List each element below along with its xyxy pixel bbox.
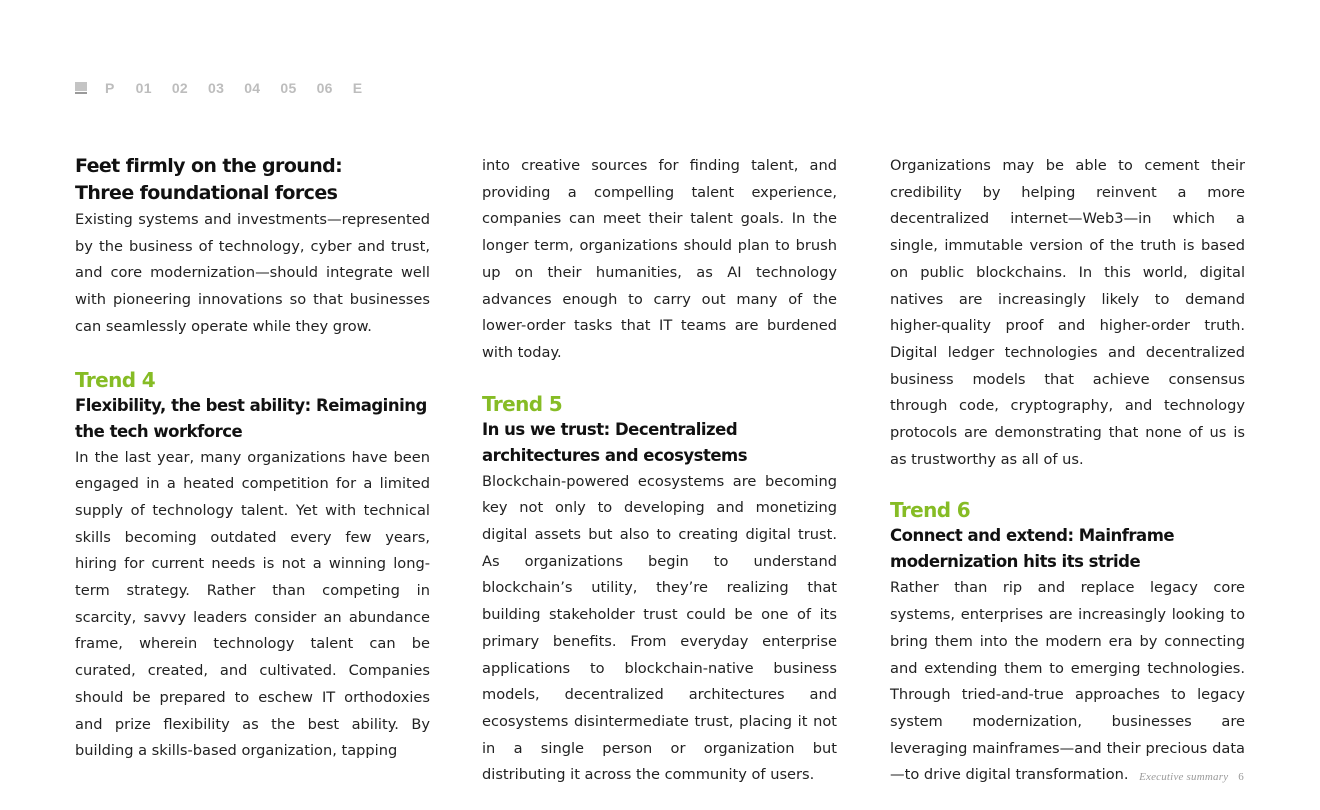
nav-item-p[interactable]: P — [105, 80, 115, 96]
nav-item-05[interactable]: 05 — [280, 80, 297, 96]
nav-item-06[interactable]: 06 — [316, 80, 333, 96]
column-2 — [482, 153, 837, 789]
trend-5-label: Trend 5 — [482, 391, 563, 416]
trend-4-title: Flexibility, the best ability: Reimagining the tech workforce — [75, 395, 427, 441]
section-title-line-1: Feet firmly on the ground: — [75, 155, 343, 177]
trend-5-body: Blockchain-powered ecosystems are becoming key not only to developing and monetizing digital assets but also to creating digital trust. As organizations begin to understand blockchain’s utility, they’re realizing that building stakeholder trust could be one of its primary benefits. From everyday enterprise applications to blockchain-native business models, decentralized architectures and ecosystems disintermediate trust, placing it not in a single person or organization but distributing it across the community of users. — [482, 472, 837, 784]
trend-5-title: In us we trust: Decentralized architectures and ecosystems — [482, 419, 748, 465]
intro-paragraph: Existing systems and investments—represented by the business of technology, cyber and trust, and core modernization—should integrate well with pioneering innovations so that businesses can seamlessly operate while they grow. — [75, 211, 430, 335]
page-footer — [1139, 771, 1244, 783]
nav-item-03[interactable]: 03 — [208, 80, 225, 96]
trend-4-body: In the last year, many organizations have been engaged in a heated competition for a limited supply of technology talent. Yet with technical skills becoming outdated every few years, hiring for current needs is not a winning long-term strategy. Rather than competing in scarcity, savvy leaders consider an abundance frame, wherein technology talent can be curated, created, and cultivated. Companies should be prepared to eschew IT orthodoxies and prize flexibility as the best ability. By building a skills-based organization, tapping — [75, 448, 430, 760]
trend-4-body-continued: into creative sources for finding talent, and providing a compelling talent experience, companies can meet their talent goals. In the longer term, organizations should plan to brush up on their humanities, as AI technology advances enough to carry out many of the lower-order tasks that IT teams are burdened with today. — [482, 157, 837, 361]
nav-item-e[interactable]: E — [352, 80, 363, 96]
trend-4-label: Trend 4 — [75, 367, 156, 392]
section-title — [75, 153, 430, 207]
trend-6-label: Trend 6 — [890, 498, 971, 523]
nav-item-02[interactable]: 02 — [171, 80, 189, 96]
footer-section-name: Executive summary — [1139, 771, 1229, 783]
column-3 — [890, 153, 1245, 789]
home-icon[interactable] — [75, 82, 87, 94]
section-title-line-2: Three foundational forces — [75, 182, 338, 204]
trend-6-title: Connect and extend: Mainframe modernization hits its stride — [890, 526, 1175, 572]
nav-item-04[interactable]: 04 — [244, 80, 261, 96]
trend-5-body-continued: Organizations may be able to cement their credibility by helping reinvent a more decentralized internet—Web3—in which a single, immutable version of the truth is based on public blockchains. In this world, digital natives are increasingly likely to demand higher-quality proof and higher-order truth. Digital ledger technologies and decentralized business models that achieve consensus through code, cryptography, and technology protocols are demonstrating that none of us is as trustworthy as all of us. — [890, 157, 1245, 468]
trend-6-body: Rather than rip and replace legacy core systems, enterprises are increasingly looking to bring them into the modern era by connecting and extending them to emerging technologies. Through tried-and-true approaches to legacy system modernization, businesses are leveraging mainframes—and their precious data—to drive digital transformation. — [890, 579, 1245, 784]
top-navigation — [75, 80, 382, 96]
page-number: 6 — [1238, 771, 1244, 783]
nav-item-01[interactable]: 01 — [135, 80, 152, 96]
column-1 — [75, 153, 430, 765]
